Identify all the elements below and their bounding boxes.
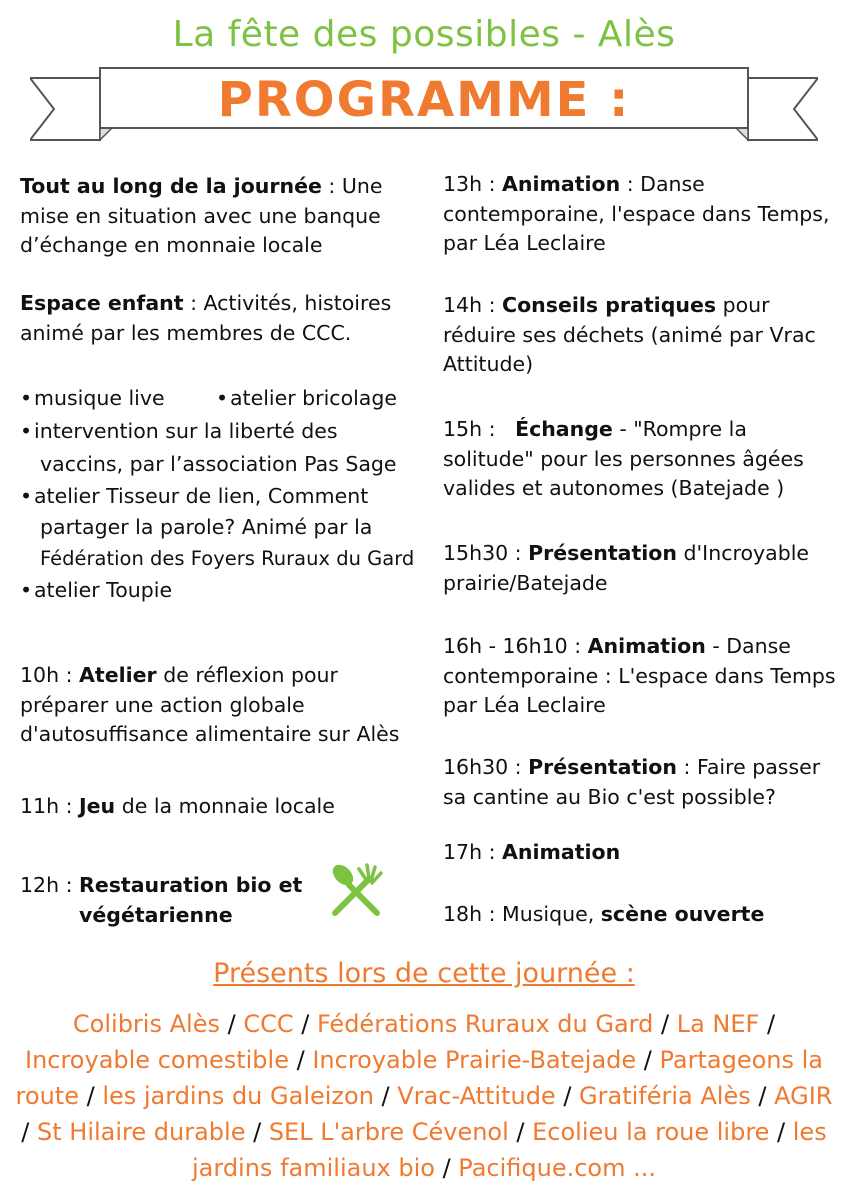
partner-separator: /: [636, 1046, 660, 1074]
slot-label: Animation: [502, 840, 621, 864]
partner-name: Pacifique.com ...: [458, 1154, 656, 1182]
partner-name: SEL L'arbre Cévenol: [268, 1118, 509, 1146]
partner-separator: /: [769, 1118, 793, 1146]
partner-separator: /: [555, 1082, 580, 1110]
bullet-text: atelier bricolage: [230, 386, 397, 410]
event-title: La fête des possibles - Alès: [172, 14, 676, 55]
bullet-continuation: partager la parole? Animé par la: [40, 515, 373, 539]
slot-text: - Danse contemporaine : L'espace dans Temps par Léa Leclaire: [443, 634, 836, 717]
kids-block: [20, 289, 405, 348]
bullet-text: intervention sur la liberté des: [34, 419, 338, 443]
partner-separator: /: [759, 1010, 776, 1038]
slot-13h: [443, 170, 838, 259]
presents-title: Présents lors de cette journée :: [213, 958, 635, 989]
bullet-dot: •: [216, 386, 229, 410]
bullet-text: musique live: [34, 386, 165, 410]
partner-separator: /: [78, 1082, 103, 1110]
partner-separator: /: [434, 1154, 459, 1182]
bullet-dot: •: [20, 484, 33, 508]
slot-text: - "Rompre la solitude" pour les personnes âgées valides et autonomes (Batejade ): [443, 417, 811, 500]
allday-label: Tout au long de la journée: [20, 174, 322, 198]
slot-text: d'Incroyable prairie/Batejade: [443, 541, 810, 595]
slot-14h: [443, 291, 838, 380]
partner-name: les jardins du Galeizon: [102, 1082, 374, 1110]
slot-16h: [443, 632, 838, 721]
partner-name: Partageons la route: [15, 1046, 824, 1110]
bullet-item: [216, 384, 397, 414]
slot-label: Présentation: [528, 755, 677, 779]
slot-label: Jeu: [79, 794, 116, 818]
partner-separator: /: [21, 1118, 38, 1146]
slot-16h30: [443, 753, 838, 812]
slot-time: 13h :: [443, 172, 503, 196]
slot-text: : Faire passer sa cantine au Bio c'est possible?: [443, 755, 821, 809]
bullet-continuation: Fédération des Foyers Ruraux du Gard: [40, 547, 415, 570]
fork-knife-icon: [329, 863, 383, 919]
slot-label: Conseils pratiques: [502, 293, 717, 317]
slot-15h: [443, 415, 838, 504]
slot-text: pour réduire ses déchets (animé par Vrac Attitude): [443, 293, 816, 376]
bullet-item: [20, 482, 368, 512]
slot-label: Échange: [515, 417, 613, 441]
slot-time: 14h :: [443, 293, 503, 317]
bullet-item: [20, 384, 165, 414]
partner-name: CCC: [243, 1010, 294, 1038]
partner-name: Fédérations Ruraux du Gard: [316, 1010, 654, 1038]
partner-separator: /: [373, 1082, 398, 1110]
partner-separator: /: [750, 1082, 775, 1110]
slot-text: de la monnaie locale: [115, 794, 335, 818]
partner-separator: /: [508, 1118, 533, 1146]
slot-time: 11h :: [20, 794, 80, 818]
bullet-item: [20, 417, 338, 447]
partner-name: AGIR: [774, 1082, 833, 1110]
bullet-text: atelier Toupie: [34, 578, 173, 602]
banner-title: PROGRAMME :: [217, 72, 631, 128]
kids-text: : Activités, histoires animé par les membres de CCC.: [20, 291, 392, 345]
slot-text: : Danse contemporaine, l'espace dans Temps, par Léa Leclaire: [443, 172, 830, 255]
partner-name: La NEF: [676, 1010, 760, 1038]
slot-time: 18h : Musique,: [443, 902, 601, 926]
slot-label: Animation: [587, 634, 706, 658]
slot-time: 15h30 :: [443, 541, 529, 565]
partner-separator: /: [219, 1010, 244, 1038]
partner-name: Ecolieu la roue libre: [532, 1118, 770, 1146]
slot-label: Restauration bio et: [79, 873, 303, 897]
slot-time: 16h30 :: [443, 755, 529, 779]
slot-time: 15h :: [443, 417, 516, 441]
partner-name: Vrac-Attitude: [397, 1082, 556, 1110]
partner-name: Incroyable Prairie-Batejade: [312, 1046, 637, 1074]
slot-10h: [20, 661, 405, 750]
bullet-dot: •: [20, 386, 33, 410]
slot-time: 16h - 16h10 :: [443, 634, 588, 658]
slot-time: 10h :: [20, 663, 80, 687]
bullet-dot: •: [20, 419, 33, 443]
slot-time: 12h :: [20, 873, 80, 897]
bullet-text: atelier Tisseur de lien, Comment: [34, 484, 369, 508]
partner-name: Gratiféria Alès: [579, 1082, 751, 1110]
partner-name: les jardins familiaux bio: [192, 1118, 827, 1182]
slot-label: Présentation: [528, 541, 677, 565]
kids-label: Espace enfant: [20, 291, 184, 315]
slot-11h: [20, 792, 405, 822]
slot-label: Atelier: [79, 663, 157, 687]
partner-name: Colibris Alès: [72, 1010, 220, 1038]
slot-time: 17h :: [443, 840, 503, 864]
bullet-dot: •: [20, 578, 33, 602]
partner-separator: /: [245, 1118, 269, 1146]
partner-name: Incroyable comestible: [24, 1046, 289, 1074]
slot-label-2: végétarienne: [79, 903, 233, 927]
partner-name: St Hilaire durable: [37, 1118, 246, 1146]
partner-separator: /: [293, 1010, 317, 1038]
partner-separator: /: [653, 1010, 677, 1038]
partner-separator: /: [288, 1046, 313, 1074]
bullet-continuation: vaccins, par l’association Pas Sage: [40, 452, 397, 476]
bullet-item: [20, 576, 172, 606]
slot-17h: [443, 838, 838, 868]
slot-15h30: [443, 539, 838, 598]
slot-label: Animation: [502, 172, 621, 196]
allday-block: [20, 172, 405, 261]
slot-18h: [443, 900, 838, 930]
programme-banner: [30, 58, 818, 148]
partners-list: [10, 1006, 838, 1186]
allday-text: : Une mise en situation avec une banque d’échange en monnaie locale: [20, 174, 383, 257]
slot-text: de réflexion pour préparer une action globale d'autosuffisance alimentaire sur Alès: [20, 663, 400, 746]
slot-label: scène ouverte: [600, 902, 765, 926]
